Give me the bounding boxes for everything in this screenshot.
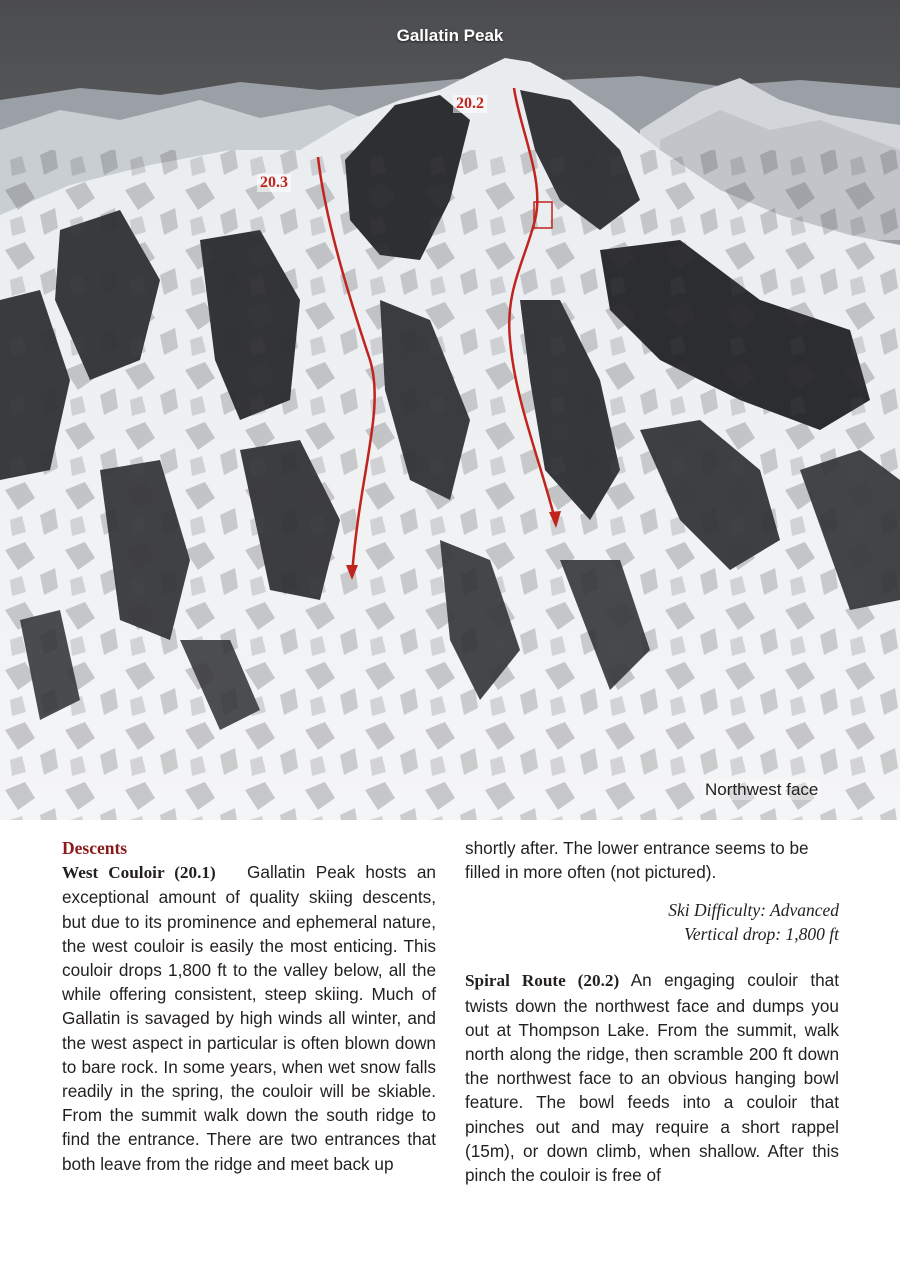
- route-label-20-3: 20.3: [257, 174, 291, 192]
- left-column: [62, 836, 436, 1176]
- route-label-20-2: 20.2: [453, 95, 487, 113]
- west-couloir-title: West Couloir (20.1): [62, 863, 216, 883]
- ski-difficulty: Ski Difficulty: Advanced: [668, 900, 839, 921]
- vertical-drop: Vertical drop: 1,800 ft: [684, 924, 839, 945]
- west-couloir-paragraph: [62, 860, 436, 1176]
- spiral-route-title: Spiral Route (20.2): [465, 971, 620, 991]
- right-column: [465, 836, 839, 1187]
- west-couloir-body: Gallatin Peak hosts an exceptional amount of quality skiing descents, but due to its prominence and ephemeral nature, the west couloir is easily the most enticing. This couloir drops 1,800 ft to the valley below, all the while offering consistent, steep skiing. Much of Gallatin is savaged by high winds all winter, and the west aspect in particular is often blown down to bare rock. In some years, when wet snow falls readily in the spring, the couloir will be skiable. From the summit walk down the south ridge to find the entrance. There are two entrances that both leave from the ridge and meet back up: [62, 862, 436, 1174]
- peak-title: Gallatin Peak: [396, 26, 504, 45]
- west-couloir-stats: [465, 898, 839, 946]
- spiral-route-body: An engaging couloir that twists down the northwest face and dumps you out at Thompson Lake. From the summit, walk north along the ridge, then scramble 200 ft down the northwest face to an obvious hanging bowl feature. The bowl feeds into a couloir that pinches out and may require a short rappel (15m), or down climb, when shallow. After this pinch the couloir is free of: [465, 970, 839, 1186]
- west-couloir-continued: shortly after. The lower entrance seems to be filled in more often (not pictured).: [465, 838, 809, 883]
- section-heading: Descents: [62, 838, 128, 858]
- spiral-route-paragraph: [465, 968, 839, 1187]
- face-label: Northwest face: [705, 780, 819, 799]
